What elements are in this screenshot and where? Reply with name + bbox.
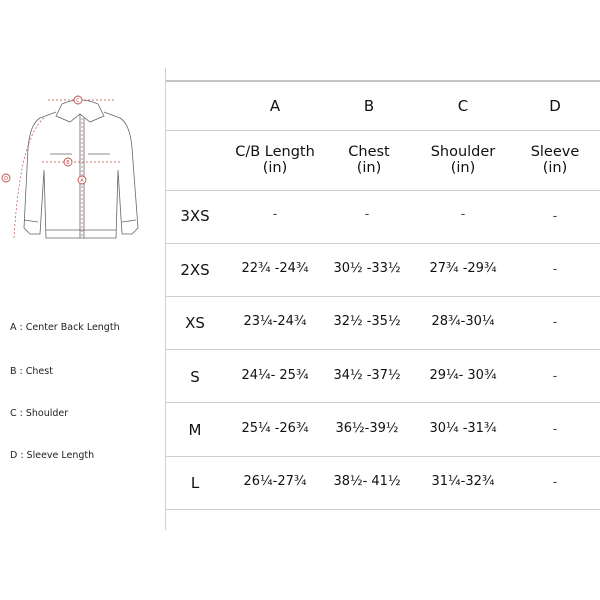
column-unit: (in) (356, 160, 382, 176)
row-divider (166, 509, 600, 510)
legend-sleeve-length: D : Sleeve Length (10, 450, 95, 461)
value-sleeve: - (552, 315, 558, 330)
value-cb-length: 23¼-24¾ (243, 314, 307, 329)
column-header-cb-length (220, 144, 330, 176)
value-shoulder: 29¼- 30¾ (429, 368, 497, 383)
legend-chest: B : Chest (10, 366, 53, 377)
legend-shoulder: C : Shoulder (10, 408, 69, 419)
column-unit: (in) (542, 160, 568, 176)
value-shoulder: - (460, 207, 466, 222)
jacket-diagram (0, 88, 160, 268)
value-chest: 30½ -33½ (333, 261, 401, 276)
value-shoulder: 27¾ -29¾ (429, 261, 497, 276)
row-divider (166, 456, 600, 457)
column-header-shoulder (413, 144, 513, 176)
diagram-label-d: D (4, 176, 8, 182)
size-label: M (188, 421, 202, 439)
column-letter-a: A (269, 97, 281, 115)
column-header-chest (319, 144, 419, 176)
row-divider (166, 402, 600, 403)
value-chest: 38½- 41½ (333, 474, 401, 489)
value-cb-length: 24¼- 25¾ (241, 368, 309, 383)
value-chest: - (364, 207, 370, 222)
column-name: Shoulder (430, 144, 496, 160)
value-cb-length: 26¼-27¾ (243, 474, 307, 489)
size-chart-table (166, 80, 600, 530)
table-top-border (166, 80, 600, 82)
value-cb-length: - (272, 207, 278, 222)
jacket-outline-illustration (0, 88, 160, 268)
row-divider (166, 130, 600, 131)
diagram-label-b: B (66, 160, 70, 166)
column-letter-d: D (549, 97, 561, 115)
legend-center-back-length: A : Center Back Length (10, 322, 120, 333)
value-chest: 32½ -35½ (333, 314, 401, 329)
value-shoulder: 31¼-32¾ (431, 474, 495, 489)
value-sleeve: - (552, 422, 558, 437)
size-label: L (190, 474, 200, 492)
diagram-label-c: C (76, 98, 80, 104)
value-chest: 36½-39½ (335, 421, 399, 436)
size-label: XS (185, 314, 205, 332)
value-shoulder: 30¼ -31¾ (429, 421, 497, 436)
diagram-label-a: A (80, 178, 84, 184)
value-sleeve: - (552, 475, 558, 490)
size-label: S (190, 368, 200, 386)
row-divider (166, 190, 600, 191)
column-name: Sleeve (530, 144, 580, 160)
column-letter-b: B (363, 97, 375, 115)
value-cb-length: 25¼ -26¾ (241, 421, 309, 436)
column-unit: (in) (262, 160, 288, 176)
value-cb-length: 22¾ -24¾ (241, 261, 309, 276)
row-divider (166, 349, 600, 350)
column-name: C/B Length (235, 144, 315, 160)
column-letter-c: C (457, 97, 469, 115)
value-shoulder: 28¾-30¼ (431, 314, 495, 329)
column-unit: (in) (450, 160, 476, 176)
value-chest: 34½ -37½ (333, 368, 401, 383)
column-name: Chest (348, 144, 390, 160)
row-divider (166, 296, 600, 297)
value-sleeve: - (552, 262, 558, 277)
value-sleeve: - (552, 209, 558, 224)
value-sleeve: - (552, 369, 558, 384)
column-header-sleeve (510, 144, 600, 176)
size-label: 3XS (180, 207, 210, 225)
row-divider (166, 243, 600, 244)
size-label: 2XS (180, 261, 210, 279)
